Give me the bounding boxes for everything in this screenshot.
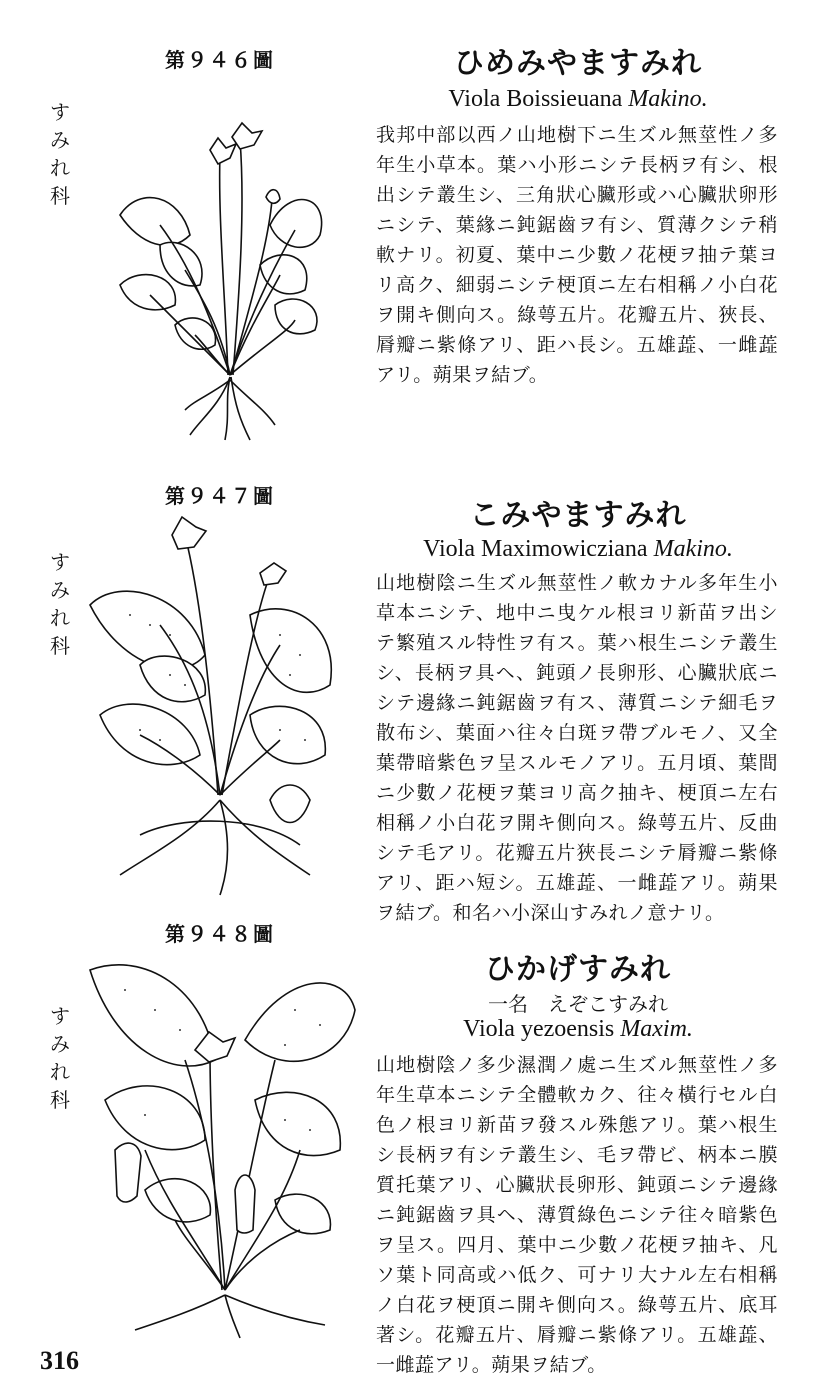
family-label: す み れ 科 (50, 550, 70, 658)
scientific-name: Viola yezoensis Maxim. (463, 1016, 693, 1042)
family-label: す み れ 科 (50, 1004, 70, 1112)
page-number: 316 (40, 1346, 79, 1375)
alternate-name: 一名 えぞこすみれ (488, 992, 668, 1016)
scientific-name: Viola Boissieuana Makino. (448, 86, 708, 112)
species-title: こみやますみれ (469, 498, 687, 533)
species-title: ひめみやますみれ (454, 46, 702, 81)
species-title: ひかげすみれ (485, 952, 671, 987)
family-label: す み れ 科 (50, 100, 70, 208)
species-description: 山地樹陰ノ多少濕潤ノ處ニ生ズル無莖性ノ多年生草本ニシテ全體軟カク、往々橫行セル白色ノ根ヨリ新苗ヲ發スル殊態アリ。葉ハ根生シ長柄ヲ有シテ叢生シ、毛ヲ帶ビ、柄本ニ膜質托葉アリ、心臟狀長卵形、鈍頭ニシテ邊緣ニ鈍鋸齒ヲ具ヘ、薄質綠色ニシテ往々暗紫色ヲ呈ス。四月、葉中ニ少數ノ花梗ヲ抽キ、凡ソ葉ト同高或ハ低ク、可ナリ大ナル左右相稱ノ白花ヲ梗頂ニ開キ側向ス。綠萼五片、底耳著シ。花瓣五片、脣瓣ニ紫條アリ。五雄蕋、一雌蕋アリ。蒴果ヲ結ブ。 (376, 1054, 778, 1376)
figure-label: 第９４７圖 (165, 484, 275, 508)
plant-illustration (80, 515, 360, 900)
plant-illustration (100, 115, 350, 445)
plant-illustration (85, 950, 360, 1340)
species-description: 山地樹陰ニ生ズル無莖性ノ軟カナル多年生小草本ニシテ、地中ニ曳ケル根ヨリ新苗ヲ出シテ繁殖スル特性ヲ有ス。葉ハ根生ニシテ叢生シ、長柄ヲ具ヘ、鈍頭ノ長卵形、心臟狀底ニシテ邊緣ニ鈍鋸齒ヲ有ス、薄質ニシテ細毛ヲ散布シ、葉面ハ往々白斑ヲ帶ブルモノ、又全葉帶暗紫色ヲ呈スルモノアリ。五月頃、葉間ニ少數ノ花梗ヲ葉ヨリ高ク抽キ、梗頂ニ左右相稱ノ小白花ヲ開キ側向ス。綠萼五片、反曲シテ毛アリ。花瓣五片狹長ニシテ脣瓣ニ紫條アリ、距ハ短シ。五雄蕋、一雌蕋アリ。蒴果ヲ結ブ。和名ハ小深山すみれノ意ナリ。 (376, 572, 778, 924)
scientific-name: Viola Maximowicziana Makino. (423, 536, 733, 562)
figure-label: 第９４８圖 (165, 922, 275, 946)
figure-label: 第９４６圖 (165, 48, 275, 72)
species-description: 我邦中部以西ノ山地樹下ニ生ズル無莖性ノ多年生小草本。葉ハ小形ニシテ長柄ヲ有シ、根出シテ叢生シ、三角狀心臟形或ハ心臟狀卵形ニシテ、葉緣ニ鈍鋸齒ヲ有シ、質薄クシテ稍軟ナリ。初夏、葉中ニ少數ノ花梗ヲ抽テ葉ヨリ高ク、細弱ニシテ梗頂ニ左右相稱ノ小白花ヲ開キ側向ス。綠萼五片。花瓣五片、狹長、脣瓣ニ紫條アリ、距ハ長シ。五雄蕋、一雌蕋アリ。蒴果ヲ結ブ。 (376, 124, 778, 386)
